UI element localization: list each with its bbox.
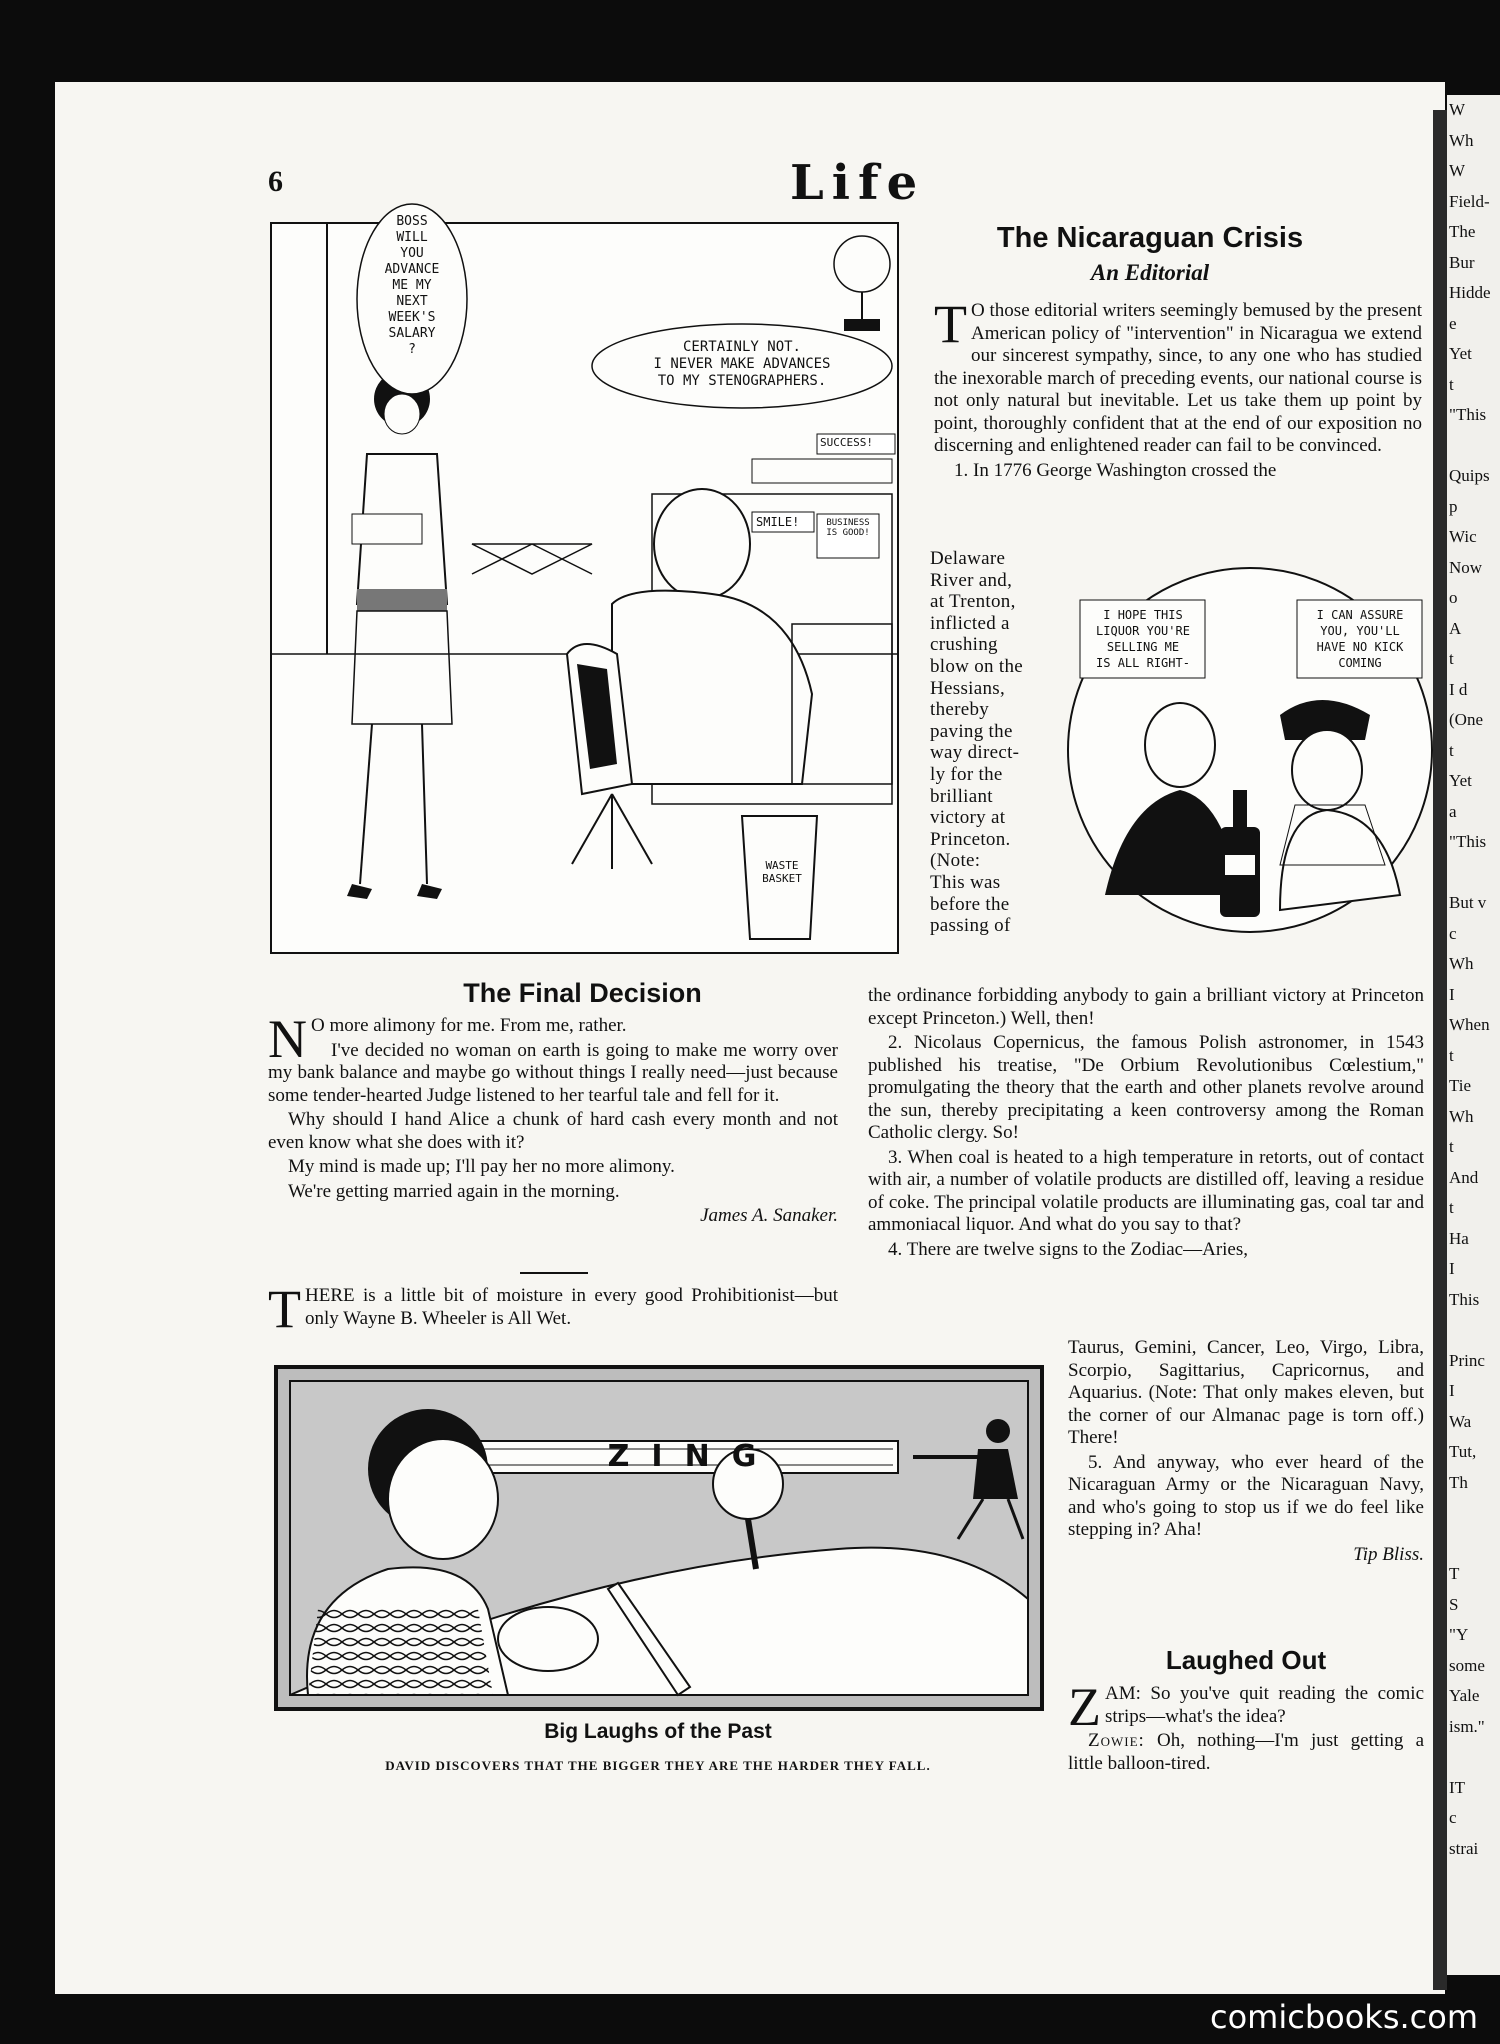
editorial-point1-rest: the ordinance forbidding anybody to gain a brilliant victory at Princeton except Princeton.) Well, then!	[868, 985, 1424, 1029]
narrow-column-line: Hessians,	[930, 677, 1005, 699]
bubble-line: WEEK'S	[388, 310, 436, 325]
next-page-fragment: W	[1449, 100, 1466, 119]
editorial-point4-top: 4. There are twelve signs to the Zodiac—Aries,	[888, 1238, 1249, 1260]
next-page-fragment: t	[1449, 740, 1454, 760]
next-page-fragment: Hidde	[1449, 283, 1491, 302]
next-page-fragment: Field-	[1449, 191, 1490, 211]
next-page-fragment: I d	[1449, 679, 1468, 699]
next-page-fragment: c	[1449, 1808, 1457, 1827]
bubble-line: WILL	[396, 230, 428, 245]
next-page-fragment: Yet	[1449, 344, 1472, 363]
david-goliath-illustration	[278, 1369, 1040, 1707]
next-page-fragment: Quips	[1449, 466, 1490, 485]
next-page-fragment: t	[1449, 1198, 1454, 1217]
next-page-fragment: I	[1449, 1259, 1455, 1278]
next-page-fragment	[1447, 1315, 1500, 1346]
next-page-fragment: e	[1449, 313, 1457, 333]
next-page-fragment: t	[1449, 649, 1454, 668]
next-page-fragment: When	[1449, 1015, 1490, 1034]
bubble-line: NEXT	[396, 294, 428, 309]
laughed-out-title: Laughed Out	[1165, 1645, 1327, 1675]
next-page-fragment: A	[1449, 618, 1462, 638]
section-divider	[520, 1272, 588, 1274]
laughed-out-dropcap: Z	[1068, 1677, 1101, 1737]
next-page-fragment: "This	[1449, 405, 1487, 424]
bubble-line: BOSS	[396, 214, 428, 229]
next-page-fragment: Wh	[1449, 1106, 1474, 1126]
narrow-column-line: brilliant	[930, 785, 993, 807]
narrow-column-line: inflicted a	[930, 612, 1010, 634]
bubble-line: HAVE NO KICK	[1316, 640, 1404, 654]
next-page-fragment: But v	[1449, 893, 1487, 912]
next-page-fragment: I	[1449, 984, 1455, 1004]
final-decision-story	[268, 1009, 838, 1230]
next-page-fragment: Princ	[1449, 1350, 1485, 1370]
laughed-out-speaker: Zowie:	[1088, 1730, 1145, 1751]
narrow-column-line: passing of	[930, 915, 1011, 937]
narrow-column-line: victory at	[930, 807, 1006, 829]
final-decision-dropcap: N	[268, 1009, 307, 1069]
narrow-column-line: way direct-	[930, 742, 1020, 764]
zing-caption-title: Big Laughs of the Past	[544, 1720, 772, 1743]
bubble-line: ?	[408, 342, 416, 357]
final-decision-p4: My mind is made up; I'll pay her no more alimony.	[288, 1156, 675, 1177]
editorial-signature: Tip Bliss.	[1353, 1543, 1424, 1565]
next-page-fragment: some	[1449, 1655, 1485, 1675]
page-number: 6	[268, 165, 283, 198]
narrow-column-line: thereby	[930, 699, 990, 721]
zing-caption-text: DAVID DISCOVERS THAT THE BIGGER THEY ARE THE HARDER THEY FALL.	[385, 1758, 931, 1773]
bubble-line: CERTAINLY NOT.	[682, 339, 801, 355]
success-sign: SUCCESS!	[820, 436, 873, 449]
next-page-fragment: Wic	[1449, 527, 1477, 546]
next-page-fragment: t	[1449, 1045, 1454, 1065]
bubble-line: YOU	[400, 246, 424, 261]
next-page-fragment: Ha	[1449, 1228, 1469, 1248]
next-page-fragment: ism."	[1449, 1716, 1485, 1736]
next-page-fragment: Yet	[1449, 771, 1472, 790]
final-decision-p1: O more alimony for me. From me, rather.	[311, 1015, 627, 1036]
next-page-fragment	[1447, 1742, 1500, 1773]
next-page-fragment	[1447, 431, 1500, 462]
next-page-fragment: "Y	[1449, 1625, 1469, 1644]
bubble-line: I HOPE THIS	[1103, 608, 1183, 622]
next-page-fragment: (One	[1449, 710, 1483, 729]
editorial-intro	[934, 294, 1422, 484]
narrow-column-line: before the	[930, 893, 1010, 915]
next-page-fragment: W	[1449, 161, 1466, 180]
next-page-fragment: Yale	[1449, 1686, 1480, 1705]
next-page-fragment: "This	[1449, 832, 1487, 851]
next-page-fragment: t	[1449, 374, 1454, 394]
next-page-fragment: Tut,	[1449, 1442, 1477, 1461]
bubble-line: ADVANCE	[384, 262, 440, 277]
editorial-point5: 5. And anyway, who ever heard of the Nicaraguan Army or the Nicaraguan Navy, and who's going to stop us if we do feel like stepping in? Aha!	[1068, 1451, 1424, 1540]
boss-speech-bubble	[602, 339, 882, 390]
narrow-column-line: paving the	[930, 720, 1013, 742]
bubble-line: SELLING ME	[1106, 640, 1180, 654]
masthead: Life	[790, 155, 926, 211]
next-page-fragment: Wh	[1449, 130, 1474, 150]
laughed-out-line1: AM: So you've quit reading the comic strips—what's the idea?	[1105, 1683, 1424, 1727]
bubble-line: I NEVER MAKE ADVANCES	[653, 356, 831, 372]
narrow-column-line: This was	[930, 871, 1001, 893]
liquor-cartoon	[1065, 565, 1435, 935]
zing-word: ZING	[607, 1439, 779, 1474]
final-decision-signature: James A. Sanaker.	[700, 1205, 838, 1226]
final-decision-p2: I've decided no woman on earth is going to make me worry over my bank balance and maybe go without things I really need—just because some tender-hearted Judge listened to her tearful tale and fell for it.	[268, 1039, 838, 1106]
editorial-point2: 2. Nicolaus Copernicus, the famous Polish astronomer, in 1543 published his treatise, "De Orbium Revolutionibus Cœlestium," promulgating the theory that the earth and other planets revolve around the sun, thereby precipitating a keen controversy among the Roman Catholic clergy. So!	[868, 1032, 1424, 1143]
editorial-point4-rest: Taurus, Gemini, Cancer, Leo, Virgo, Libra, Scorpio, Sagittarius, Capricornus, and Aquarius. (Note: That only makes eleven, but the corner of our Almanac page is torn off.) There!	[1068, 1337, 1424, 1448]
moisture-dropcap: T	[268, 1279, 301, 1339]
narrow-column-line: crushing	[930, 634, 998, 656]
girl-speech-bubble	[357, 214, 467, 358]
page-gutter	[1433, 110, 1447, 1990]
next-page-fragment: Th	[1449, 1472, 1468, 1492]
zing-cartoon	[274, 1365, 1044, 1711]
editorial-body	[868, 985, 1424, 1263]
stenographer-cartoon	[270, 214, 899, 954]
moisture-text: HERE is a little bit of moisture in every good Prohibitionist—but only Wayne B. Wheeler is All Wet.	[305, 1285, 838, 1329]
next-page-fragment: Bur	[1449, 252, 1475, 272]
bubble-line: ME MY	[392, 278, 432, 293]
editorial-point3: 3. When coal is heated to a high temperature in retorts, out of contact with air, a number of volatile products are distilled off, leaving a residue of coke. The principal volatile products are illuminating gas, coal tar and ammoniacal liquor. And what do you say to that?	[868, 1146, 1424, 1235]
bubble-line: COMING	[1338, 656, 1382, 670]
final-decision-title: The Final Decision	[463, 978, 702, 1008]
smile-sign: SMILE!	[756, 515, 800, 529]
next-page-fragment: The	[1449, 222, 1476, 241]
next-page-fragment: IT	[1449, 1777, 1466, 1797]
next-page-fragment: o	[1449, 588, 1458, 607]
final-decision-p5: We're getting married again in the morning.	[288, 1180, 620, 1202]
next-page-fragment: c	[1449, 923, 1457, 943]
next-page-fragment: p	[1449, 496, 1458, 516]
bubble-line: I CAN ASSURE	[1316, 608, 1404, 622]
final-decision-p3: Why should I hand Alice a chunk of hard cash every month and not even know what she does with it?	[268, 1109, 838, 1153]
next-page-fragment: a	[1449, 801, 1457, 821]
next-page-fragment: Wh	[1449, 954, 1474, 973]
next-page-fragment: I	[1449, 1381, 1455, 1400]
bubble-line: LIQUOR YOU'RE	[1096, 624, 1190, 638]
narrow-column-line: ly for the	[930, 763, 1003, 785]
waste-basket-label: WASTE BASKET	[762, 859, 802, 885]
next-page-fragment	[1447, 1498, 1500, 1529]
next-page-fragment: T	[1449, 1564, 1460, 1583]
narrow-column-line: River and,	[930, 569, 1013, 591]
next-page-fragment: Tie	[1449, 1076, 1472, 1095]
next-page-fragment: And	[1449, 1167, 1479, 1187]
narrow-column-line: blow on the	[930, 655, 1024, 677]
editorial-title: The Nicaraguan Crisis	[996, 222, 1304, 254]
editorial-point1-narrow	[930, 548, 1048, 937]
next-page-edge	[1447, 95, 1500, 1975]
next-page-fragment: Wa	[1449, 1411, 1472, 1431]
narrow-column-line: (Note:	[930, 850, 981, 872]
next-page-fragment: strai	[1449, 1838, 1479, 1858]
narrow-column-line: Princeton.	[930, 828, 1011, 850]
bubble-line: IS ALL RIGHT-	[1096, 656, 1190, 670]
bootlegger-speech-bubble	[1300, 607, 1420, 671]
customer-speech-bubble	[1083, 607, 1203, 671]
moisture-item	[268, 1279, 838, 1339]
narrow-column-line: at Trenton,	[930, 591, 1016, 613]
editorial-body-right	[1068, 1337, 1424, 1568]
bubble-line: YOU, YOU'LL	[1320, 624, 1400, 638]
next-page-fragment: t	[1449, 1137, 1454, 1156]
editorial-dropcap: T	[934, 294, 967, 354]
editorial-point1-top: 1. In 1776 George Washington crossed the	[954, 459, 1277, 481]
laughed-out-line2: Oh, nothing—I'm just getting a little balloon-tired.	[1068, 1730, 1425, 1774]
editorial-intro-text: O those editorial writers seemingly bemused by the present American policy of "intervention" in Nicaragua we extend our sincerest sympathy, since, to any one who has studied the inexorable march of preceding events, our national course is not only natural but inevitable. Let us take them up point by point, thoroughly confident that at the end of our exposition no discerning and enlightened reader can fail to be convinced.	[934, 300, 1422, 456]
narrow-column-line: Delaware	[930, 548, 1006, 569]
site-watermark: comicbooks.com	[1209, 1998, 1478, 2036]
next-page-fragment: Now	[1449, 557, 1483, 577]
business-sign: BUSINESS IS GOOD!	[826, 518, 870, 538]
next-page-fragment: This	[1449, 1289, 1480, 1309]
bubble-line: SALARY	[388, 326, 436, 341]
next-page-fragment	[1447, 1529, 1500, 1560]
next-page-fragment	[1447, 858, 1500, 889]
editorial-subtitle: An Editorial	[1090, 260, 1210, 285]
next-page-fragment: S	[1449, 1594, 1459, 1614]
laughed-out-story	[1068, 1677, 1425, 1777]
bubble-line: TO MY STENOGRAPHERS.	[657, 373, 827, 389]
